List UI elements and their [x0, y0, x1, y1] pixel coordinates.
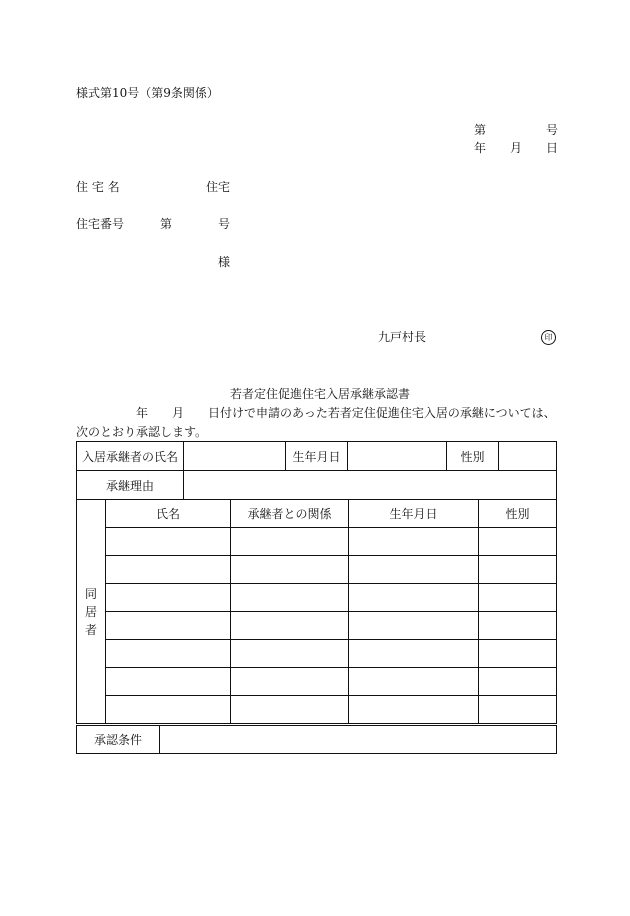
- conditions-label: 承認条件: [77, 726, 160, 754]
- cohabitants-table: [76, 499, 557, 724]
- column-header-name: 氏名: [106, 500, 231, 528]
- table-row: [77, 640, 557, 668]
- conditions-cell[interactable]: [160, 726, 557, 754]
- form-number: 様式第10号（第9条関係）: [76, 86, 219, 100]
- cell[interactable]: [231, 584, 349, 612]
- cell[interactable]: [231, 612, 349, 640]
- successor-sex-cell[interactable]: [499, 442, 557, 471]
- cell[interactable]: [231, 696, 349, 724]
- issuer-title: 九戸村長: [378, 330, 427, 344]
- housing-number-go: 号: [218, 217, 231, 231]
- document-title: 若者定住促進住宅入居承継承認書: [230, 387, 411, 401]
- cell[interactable]: [231, 640, 349, 668]
- cell[interactable]: [479, 556, 557, 584]
- housing-number-dai: 第: [160, 217, 173, 231]
- cell[interactable]: [479, 584, 557, 612]
- cell[interactable]: [479, 696, 557, 724]
- cell[interactable]: [106, 584, 231, 612]
- successor-birthdate-label: 生年月日: [286, 442, 348, 471]
- cell[interactable]: [106, 556, 231, 584]
- cell[interactable]: [349, 584, 479, 612]
- date-day: 日: [546, 141, 559, 155]
- body-line2: 次のとおり承認します。: [76, 425, 208, 439]
- body-line1: 日付けで申請のあった若者定住促進住宅入居の承継については、: [208, 406, 556, 420]
- table-row: [77, 584, 557, 612]
- successor-sex-label: 性別: [447, 442, 499, 471]
- cell[interactable]: [106, 528, 231, 556]
- cell[interactable]: [349, 612, 479, 640]
- housing-name-suffix: 住宅: [206, 180, 231, 194]
- table-row: [77, 528, 557, 556]
- cell[interactable]: [479, 668, 557, 696]
- housing-number-label: 住宅番号: [76, 217, 125, 231]
- cell[interactable]: [349, 556, 479, 584]
- cell[interactable]: [231, 668, 349, 696]
- cell[interactable]: [106, 640, 231, 668]
- cell[interactable]: [479, 528, 557, 556]
- cell[interactable]: [231, 528, 349, 556]
- conditions-table: [76, 725, 557, 754]
- column-header-sex: 性別: [479, 500, 557, 528]
- cell[interactable]: [106, 612, 231, 640]
- doc-number-dai: 第: [474, 123, 487, 137]
- seal-stamp: 印: [541, 330, 556, 345]
- successor-info-table: [76, 441, 557, 500]
- housing-name-label: 住 宅 名: [76, 180, 120, 194]
- column-header-relationship: 承継者との関係: [231, 500, 349, 528]
- table-row: [77, 668, 557, 696]
- cell[interactable]: [349, 528, 479, 556]
- reason-cell[interactable]: [184, 471, 557, 500]
- doc-number-go: 号: [546, 123, 559, 137]
- cell[interactable]: [349, 668, 479, 696]
- body-month: 月: [172, 406, 185, 420]
- reason-label: 承継理由: [77, 471, 184, 500]
- successor-birthdate-cell[interactable]: [348, 442, 447, 471]
- cell[interactable]: [231, 556, 349, 584]
- date-year: 年: [474, 141, 487, 155]
- column-header-birthdate: 生年月日: [349, 500, 479, 528]
- table-row: [77, 556, 557, 584]
- body-year: 年: [136, 406, 149, 420]
- cell[interactable]: [479, 612, 557, 640]
- cohabitants-label: [77, 500, 106, 724]
- table-row: [77, 612, 557, 640]
- date-month: 月: [510, 141, 523, 155]
- cell[interactable]: [349, 696, 479, 724]
- table-row: [77, 696, 557, 724]
- cohabitants-label-text: 同居者: [84, 586, 97, 637]
- successor-name-label: 入居承継者の氏名: [77, 442, 184, 471]
- cell[interactable]: [479, 640, 557, 668]
- recipient-sama: 様: [218, 255, 231, 269]
- cell[interactable]: [106, 668, 231, 696]
- cell[interactable]: [349, 640, 479, 668]
- successor-name-cell[interactable]: [184, 442, 286, 471]
- cell[interactable]: [106, 696, 231, 724]
